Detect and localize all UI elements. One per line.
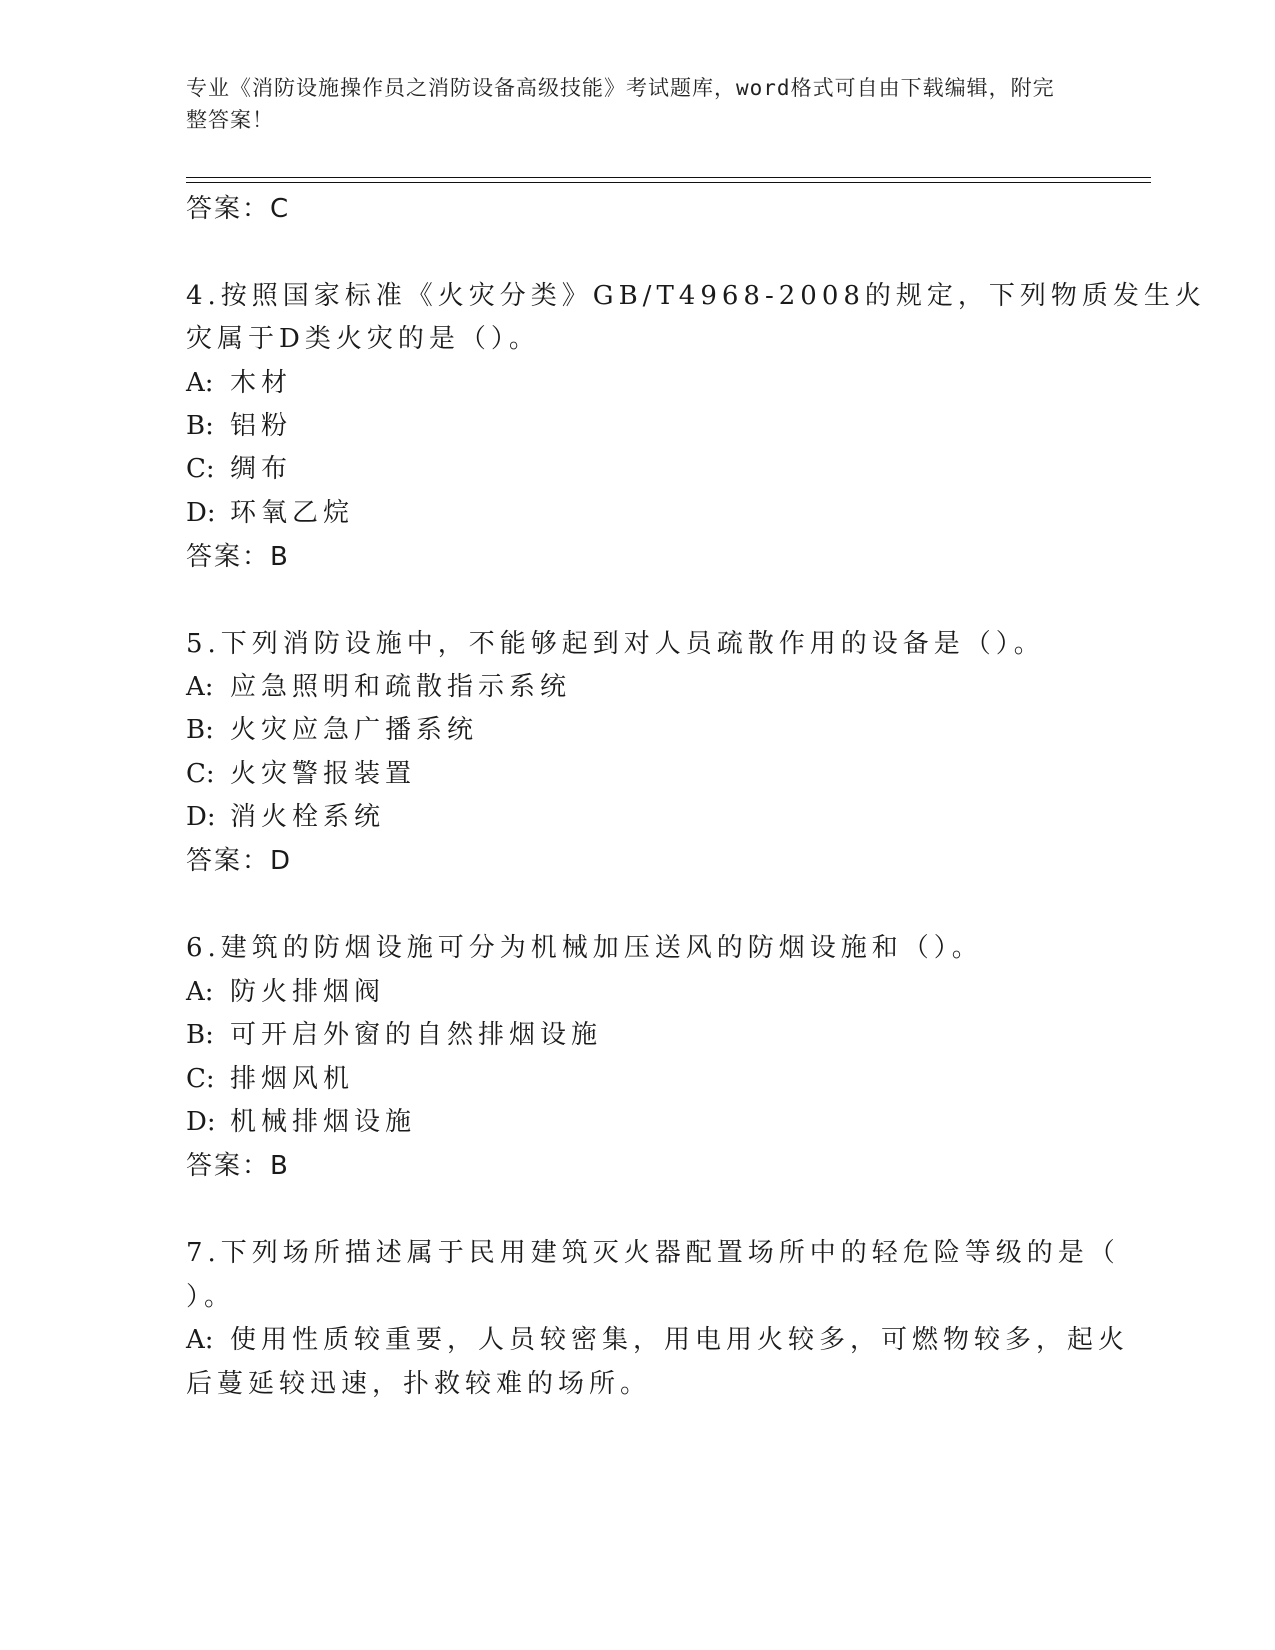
option-key: B:	[186, 1020, 214, 1050]
question-6-option-b	[186, 1014, 602, 1051]
option-key: A:	[186, 368, 214, 398]
option-text: 排烟风机	[230, 1064, 355, 1094]
option-text: 火灾警报装置	[230, 759, 417, 789]
question-6-answer: 答案：B	[186, 1151, 290, 1181]
document-header: 专业《消防设施操作员之消防设备高级技能》考试题库，word格式可自由下载编辑，附完整答案！	[186, 76, 1055, 132]
question-4-line-2: 灾属于D类火灾的是（）。	[186, 324, 540, 354]
option-text: 绸布	[230, 454, 293, 484]
option-key: B:	[186, 411, 214, 441]
question-5-option-b	[186, 709, 478, 746]
header-rule-bottom	[186, 182, 1151, 183]
question-4-answer: 答案：B	[186, 542, 290, 572]
option-key: D:	[186, 802, 216, 832]
question-7-option-a-continued: 后蔓延较迅速，扑救较难的场所。	[186, 1369, 652, 1399]
option-key: A:	[186, 977, 214, 1007]
question-6-option-c	[186, 1058, 354, 1095]
option-text: 应急照明和疏散指示系统	[230, 672, 572, 702]
question-5-option-a	[186, 666, 571, 703]
question-4-line-1: 4.按照国家标准《火灾分类》GB/T4968-2008的规定，下列物质发生火	[186, 281, 1206, 311]
question-5-line-1: 5.下列消防设施中，不能够起到对人员疏散作用的设备是（）。	[186, 629, 1045, 659]
option-key: A:	[186, 672, 214, 702]
option-text: 铝粉	[230, 411, 293, 441]
option-text: 环氧乙烷	[230, 498, 355, 528]
question-4-option-d	[186, 492, 354, 529]
question-7-option-a	[186, 1319, 1129, 1356]
option-text: 机械排烟设施	[230, 1107, 417, 1137]
question-4-option-b	[186, 405, 292, 442]
option-key: D:	[186, 498, 216, 528]
question-4-option-a	[186, 362, 292, 399]
header-rule-top	[186, 177, 1151, 178]
option-key: B:	[186, 715, 214, 745]
option-text: 木材	[230, 368, 293, 398]
question-7-line-1: 7.下列场所描述属于民用建筑灭火器配置场所中的轻危险等级的是（	[186, 1238, 1120, 1268]
question-5-option-d	[186, 796, 385, 833]
question-7-line-2: ）。	[186, 1282, 236, 1312]
option-text: 可开启外窗的自然排烟设施	[230, 1020, 603, 1050]
question-5-option-c	[186, 753, 416, 790]
question-6-option-d	[186, 1101, 416, 1138]
option-key: C:	[186, 759, 215, 789]
option-text: 使用性质较重要，人员较密集，用电用火较多，可燃物较多，起火	[230, 1325, 1130, 1355]
option-key: D:	[186, 1107, 216, 1137]
question-4-option-c	[186, 448, 292, 485]
option-text: 防火排烟阀	[230, 977, 386, 1007]
option-text: 消火栓系统	[230, 802, 386, 832]
option-key: C:	[186, 1064, 215, 1094]
option-key: C:	[186, 454, 215, 484]
question-6-option-a	[186, 971, 385, 1008]
question-6-line-1: 6.建筑的防烟设施可分为机械加压送风的防烟设施和（）。	[186, 933, 983, 963]
option-key: A:	[186, 1325, 214, 1355]
question-5-answer: 答案：D	[186, 846, 293, 876]
previous-answer: 答案：C	[186, 194, 291, 224]
option-text: 火灾应急广播系统	[230, 715, 479, 745]
